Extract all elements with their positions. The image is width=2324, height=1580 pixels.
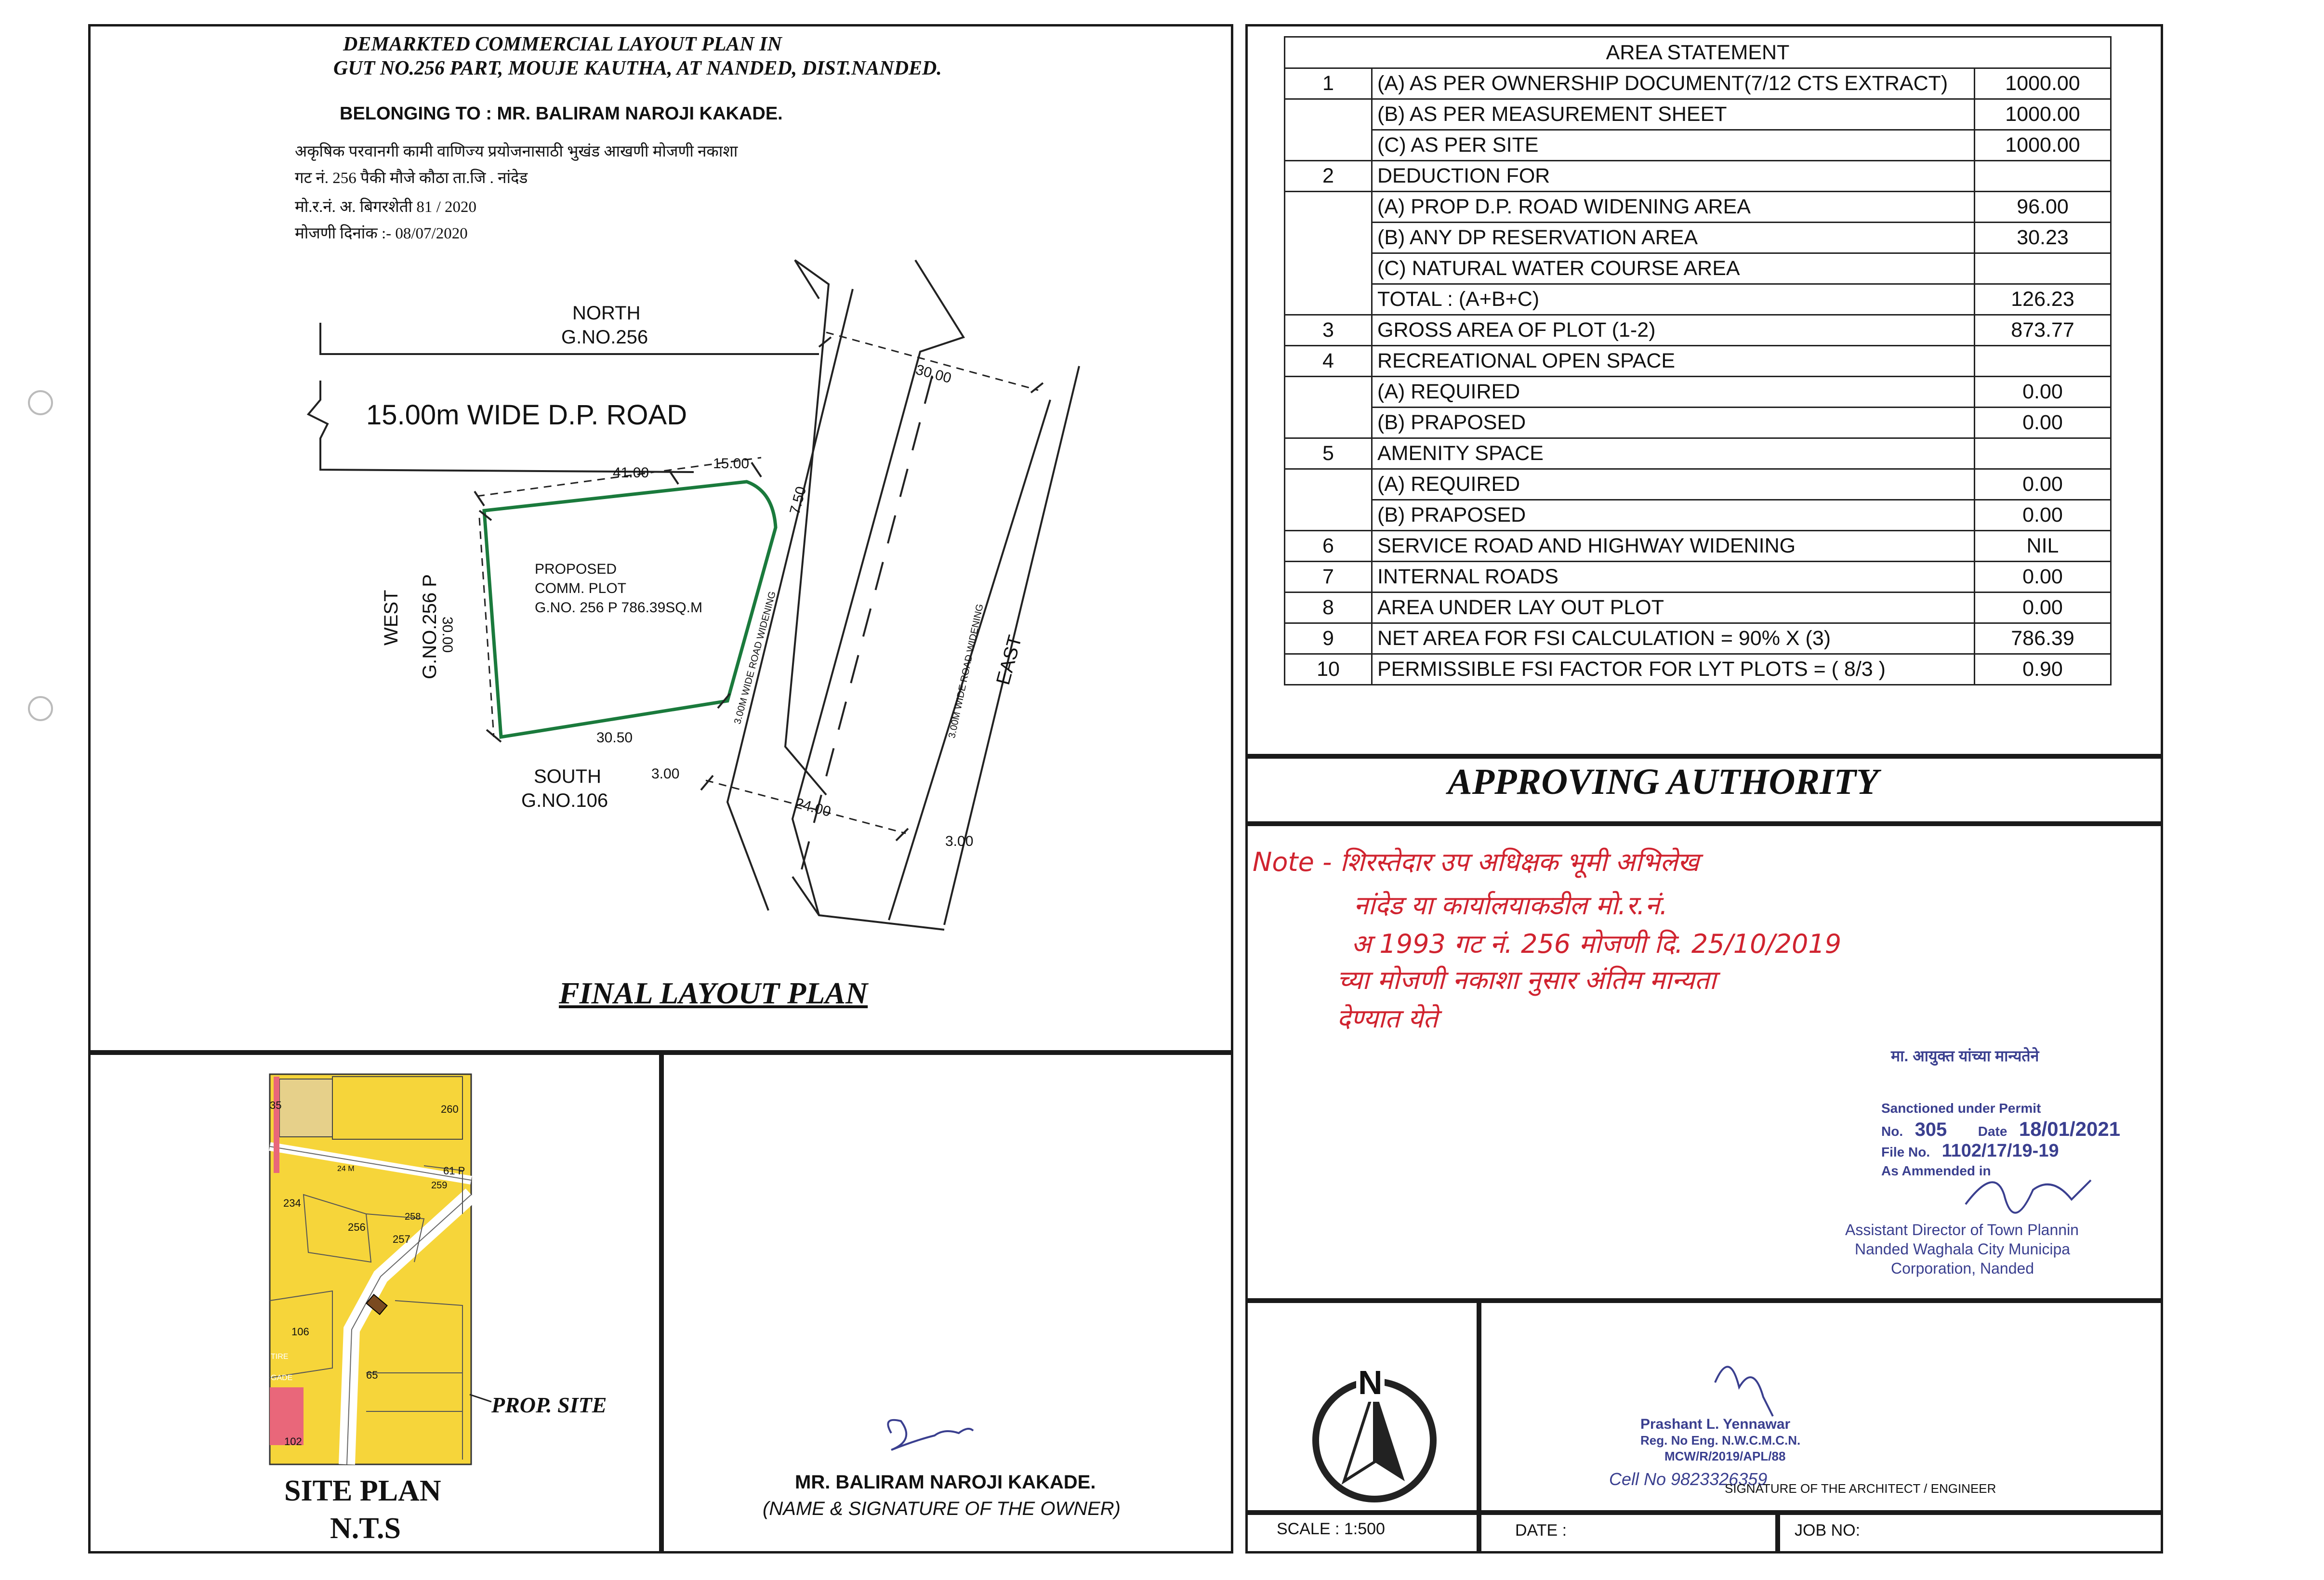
sanction-no-value: 305 — [1915, 1119, 1947, 1140]
owner-role: (NAME & SIGNATURE OF THE OWNER) — [763, 1498, 1121, 1519]
note-line-5: देण्यात येते — [1337, 1003, 1438, 1034]
plot-label-1: PROPOSED — [535, 561, 617, 577]
architect-role: SIGNATURE OF THE ARCHITECT / ENGINEER — [1725, 1481, 1996, 1496]
area-statement-desc: (B) PRAPOSED — [1372, 408, 1975, 438]
south-gno: G.NO.106 — [521, 790, 608, 811]
area-statement-desc: TOTAL : (A+B+C) — [1372, 284, 1975, 315]
area-statement-val: 0.90 — [1975, 654, 2111, 685]
area-statement-desc: (B) AS PER MEASUREMENT SHEET — [1372, 99, 1975, 130]
site-label-259: 259 — [431, 1180, 448, 1191]
area-statement-desc: DEDUCTION FOR — [1372, 161, 1975, 192]
title-line-1: DEMARKTED COMMERCIAL LAYOUT PLAN IN — [343, 33, 782, 55]
road-label: 15.00m WIDE D.P. ROAD — [366, 399, 687, 431]
south-label: SOUTH — [534, 766, 601, 787]
area-statement-desc: (C) NATURAL WATER COURSE AREA — [1372, 253, 1975, 284]
area-statement-desc: (B) PRAPOSED — [1372, 500, 1975, 531]
marathi-line-3: मो.र.नं. अ. बिगरशेती 81 / 2020 — [295, 198, 476, 216]
site-plan-caption: SITE PLAN — [284, 1475, 441, 1507]
note-line-1: Note - शिरस्तेदार उप अधिक्षक भूमी अभिलेख — [1253, 847, 1699, 877]
area-statement-val: 0.00 — [1975, 377, 2111, 408]
area-statement-no: 1 — [1285, 68, 1372, 99]
road-widening-left: 3.00M WIDE ROAD WIDENING — [732, 590, 778, 725]
area-statement-val: 0.00 — [1975, 592, 2111, 623]
marathi-line-4: मोजणी दिनांक :- 08/07/2020 — [295, 225, 468, 242]
area-statement-header: AREA STATEMENT — [1285, 37, 2111, 68]
area-statement-val: 30.23 — [1975, 223, 2111, 253]
area-statement-val: 786.39 — [1975, 623, 2111, 654]
area-statement-desc: AMENITY SPACE — [1372, 438, 1975, 469]
area-statement-desc: PERMISSIBLE FSI FACTOR FOR LYT PLOTS = ( 8/3 ) — [1372, 654, 1975, 685]
area-statement-desc: (A) REQUIRED — [1372, 469, 1975, 500]
officer-line-2: Nanded Waghala City Municipa — [1855, 1240, 2071, 1258]
sanction-header: मा. आयुक्त यांच्या मान्यतेने — [1891, 1047, 2039, 1065]
west-label: WEST — [381, 590, 402, 645]
area-statement-val: 0.00 — [1975, 500, 2111, 531]
area-statement-no: 2 — [1285, 161, 1372, 192]
site-label-gade: GADE — [271, 1374, 293, 1382]
area-statement-no: 9 — [1285, 623, 1372, 654]
architect-reg: Reg. No Eng. N.W.C.M.C.N. — [1640, 1433, 1801, 1448]
site-label-102: 102 — [284, 1435, 302, 1448]
area-statement-no: 3 — [1285, 315, 1372, 346]
sanction-amended: As Ammended in — [1881, 1163, 1991, 1178]
area-statement-val: 0.00 — [1975, 408, 2111, 438]
dim-top: 41.00 — [613, 465, 649, 481]
date-text: DATE : — [1515, 1521, 1567, 1540]
dim-3-left: 3.00 — [651, 766, 680, 782]
site-label-106: 106 — [291, 1326, 309, 1338]
note-line-4: च्या मोजणी नकाशा नुसार अंतिम मान्यता — [1337, 965, 1717, 995]
site-label-234: 234 — [283, 1197, 301, 1209]
note-line-3: अ 1993 गट नं. 256 मोजणी दि. 25/10/2019 — [1351, 929, 1842, 959]
area-statement-val: NIL — [1975, 531, 2111, 562]
area-statement-val: 873.77 — [1975, 315, 2111, 346]
area-statement-no: 10 — [1285, 654, 1372, 685]
marathi-line-2: गट नं. 256 पैकी मौजे कौठा ता.जि . नांदेड — [295, 170, 528, 187]
area-statement-desc: (B) ANY DP RESERVATION AREA — [1372, 223, 1975, 253]
site-label-260: 260 — [441, 1103, 459, 1115]
sanction-date-value: 18/01/2021 — [2019, 1118, 2121, 1140]
area-statement-desc: SERVICE ROAD AND HIGHWAY WIDENING — [1372, 531, 1975, 562]
area-statement-val: 96.00 — [1975, 192, 2111, 223]
site-label-65: 65 — [366, 1369, 378, 1381]
area-statement-no: 5 — [1285, 438, 1372, 469]
site-label-61p: 61 P — [443, 1165, 465, 1177]
north-label: NORTH — [572, 303, 641, 324]
sanction-file-value: 1102/17/19-19 — [1941, 1141, 2059, 1161]
west-gno: G.NO.256 P — [419, 574, 440, 679]
site-label-24m: 24 M — [337, 1165, 355, 1173]
architect-name: Prashant L. Yennawar — [1640, 1416, 1791, 1432]
sanction-date-label: Date — [1978, 1124, 2007, 1139]
area-statement-desc: NET AREA FOR FSI CALCULATION = 90% X (3) — [1372, 623, 1975, 654]
sanction-file-label: File No. — [1881, 1145, 1930, 1159]
officer-line-1: Assistant Director of Town Plannin — [1845, 1221, 2079, 1238]
sanctioned-text: Sanctioned under Permit — [1881, 1101, 2041, 1116]
belonging-to: BELONGING TO : MR. BALIRAM NAROJI KAKADE. — [340, 104, 783, 124]
owner-name: MR. BALIRAM NAROJI KAKADE. — [795, 1472, 1096, 1493]
sanction-no-label: No. — [1881, 1124, 1903, 1139]
site-label-257: 257 — [393, 1233, 410, 1245]
dim-road-top: 30.00 — [914, 361, 953, 387]
marathi-line-1: अकृषिक परवानगी कामी वाणिज्य प्रयोजनासाठी भुखंड आखणी मोजणी नकाशा — [295, 143, 738, 160]
dim-3-right: 3.00 — [945, 833, 974, 849]
area-statement-desc: INTERNAL ROADS — [1372, 562, 1975, 592]
site-label-35: 35 — [270, 1099, 282, 1111]
area-statement-no: 4 — [1285, 346, 1372, 377]
area-statement-desc: AREA UNDER LAY OUT PLOT — [1372, 592, 1975, 623]
dim-bottom: 30.50 — [596, 730, 633, 746]
dim-top-2: 15.00 — [713, 456, 750, 472]
road-widening-right: 3.00M WIDE ROAD WIDENING — [947, 603, 986, 739]
area-statement-desc: GROSS AREA OF PLOT (1-2) — [1372, 315, 1975, 346]
east-label: EAST — [992, 633, 1026, 687]
area-statement-val: 126.23 — [1975, 284, 2111, 315]
area-statement-val: 0.00 — [1975, 562, 2111, 592]
area-statement-val: 1000.00 — [1975, 68, 2111, 99]
plot-label-3: G.NO. 256 P 786.39SQ.M — [535, 600, 702, 616]
dim-road-bottom: 24.00 — [793, 795, 833, 820]
area-statement-no: 6 — [1285, 531, 1372, 562]
area-statement-desc: (C) AS PER SITE — [1372, 130, 1975, 161]
layout-caption: FINAL LAYOUT PLAN — [559, 976, 868, 1010]
note-line-2: नांदेड या कार्यालयाकडील मो.र.नं. — [1354, 890, 1668, 921]
north-letter: N — [1356, 1363, 1385, 1402]
architect-lic: MCW/R/2019/APL/88 — [1664, 1449, 1786, 1463]
area-statement-desc: (A) PROP D.P. ROAD WIDENING AREA — [1372, 192, 1975, 223]
site-label-256: 256 — [348, 1221, 366, 1233]
area-statement-val: 1000.00 — [1975, 99, 2111, 130]
plot-label-2: COMM. PLOT — [535, 580, 627, 596]
title-line-2: GUT NO.256 PART, MOUJE KAUTHA, AT NANDED, DIST.NANDED. — [333, 57, 942, 79]
area-statement-val: 1000.00 — [1975, 130, 2111, 161]
dim-left: 30.00 — [439, 617, 455, 653]
area-statement-desc: (A) REQUIRED — [1372, 377, 1975, 408]
site-label-258: 258 — [405, 1211, 421, 1222]
area-statement-desc: RECREATIONAL OPEN SPACE — [1372, 346, 1975, 377]
site-plan-nts: N.T.S — [330, 1512, 401, 1545]
job-text: JOB NO: — [1795, 1521, 1861, 1540]
scale-text: SCALE : 1:500 — [1277, 1520, 1385, 1538]
area-statement-val: 0.00 — [1975, 469, 2111, 500]
architect-cell: Cell No 9823326359 — [1609, 1469, 1768, 1489]
prop-site-label: PROP. SITE — [491, 1393, 607, 1417]
north-gno: G.NO.256 — [561, 327, 648, 348]
approving-authority-title: APPROVING AUTHORITY — [1448, 762, 1879, 802]
site-label-tire: TIRE — [271, 1353, 289, 1361]
dim-corner: 7.50 — [787, 485, 810, 516]
area-statement-no: 7 — [1285, 562, 1372, 592]
area-statement-no: 8 — [1285, 592, 1372, 623]
officer-line-3: Corporation, Nanded — [1891, 1260, 2034, 1277]
area-statement-desc: (A) AS PER OWNERSHIP DOCUMENT(7/12 CTS EXTRACT) — [1372, 68, 1975, 99]
